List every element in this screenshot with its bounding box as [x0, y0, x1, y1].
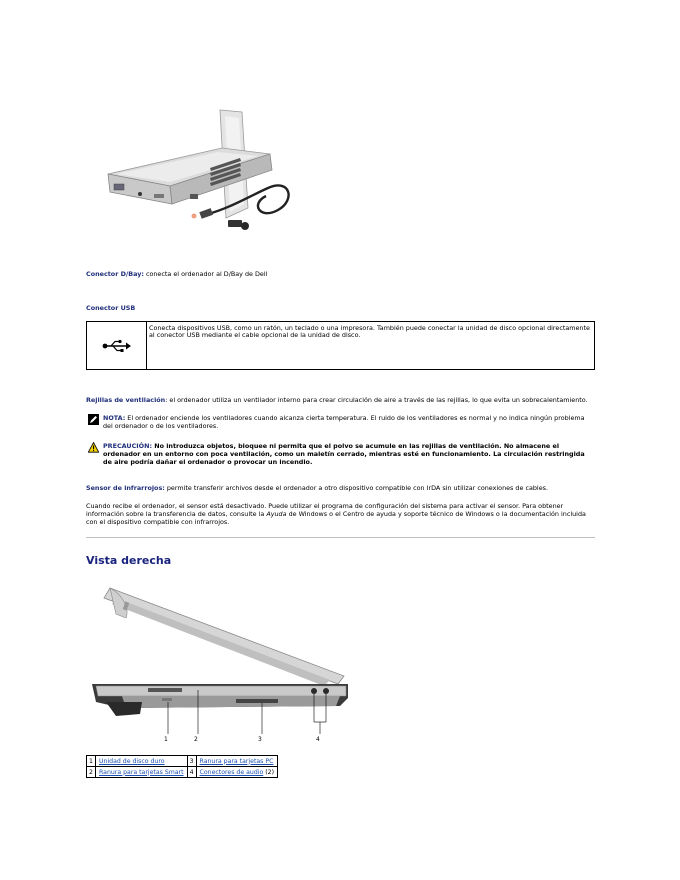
usb-icon: [102, 339, 132, 353]
note-text: [103, 414, 588, 430]
part-cell: [96, 756, 188, 767]
caution-body: No introduzca objetos, bloquee ni permita que el polvo se acumule en las rejillas de ventilación. No almacene el ordenador en un entorno con poca ventilación, como un maletín cerrado, mientras esté en funcionamiento. La circulación restringida de aire podría dañar el ordenador o provocar un incendio.: [103, 442, 585, 466]
laptop-security-cable-illustration: [100, 108, 300, 238]
part-number: 2: [87, 767, 96, 778]
callout-1: 1: [164, 736, 168, 743]
top-laptop-illustration: [100, 108, 300, 238]
vents-text: : el ordenador utiliza un ventilador interno para crear circulación de aire a través de las rejillas, lo que evita un sobrecalentamiento.: [165, 396, 588, 404]
infrared-text: permite transferir archivos desde el ordenador a otro dispositivo compatible con IrDA sin utilizar conexiones de cables.: [164, 484, 548, 492]
part-cell: [196, 767, 277, 778]
part-cell: [196, 756, 277, 767]
table-row: [87, 767, 278, 778]
usb-icon-cell: [87, 322, 147, 369]
note-label: NOTA:: [103, 414, 126, 422]
parts-table: [86, 755, 278, 778]
infrared-details-italic: Ayuda: [266, 510, 287, 518]
caution-text: [103, 442, 588, 466]
dbay-term: Conector D/Bay:: [86, 270, 144, 278]
infrared-details-a: Cuando recibe el ordenador, el sensor está desactivado. Puede utilizar el programa de configuración del sistema para activar el sensor. Para obtener información sobre la transferencia de datos, consulte la: [86, 502, 564, 518]
laptop-right-side-illustration: [86, 584, 356, 744]
part-number: 3: [187, 756, 196, 767]
part-link-hard-drive[interactable]: Unidad de disco duro: [99, 757, 165, 765]
usb-heading: Conector USB: [86, 304, 136, 312]
callout-2: 2: [194, 736, 198, 743]
callout-3: 3: [258, 736, 262, 743]
section-heading: Vista derecha: [86, 554, 172, 567]
part-number: 4: [187, 767, 196, 778]
note-box: [88, 414, 588, 430]
part-link-pc-card-slot[interactable]: Ranura para tarjetas PC: [199, 757, 274, 765]
vents-term: Rejillas de ventilación: [86, 396, 166, 404]
part-link-audio-connectors[interactable]: Conectores de audio: [199, 768, 264, 776]
warning-triangle-icon: [88, 442, 99, 453]
caution-box: [88, 442, 588, 466]
side-laptop-illustration: [86, 584, 356, 744]
note-pencil-icon: [88, 414, 99, 425]
part-suffix: (2): [263, 768, 274, 776]
part-cell: [96, 767, 188, 778]
vents-paragraph: [86, 396, 595, 404]
note-body: El ordenador enciende los ventiladores cuando alcanza cierta temperatura. El ruido de los ventiladores es normal y no indica ningún problema del ordenador o de los ventiladores.: [103, 414, 585, 430]
callout-4: 4: [316, 736, 320, 743]
infrared-details-b: de Windows o el Centro de ayuda y soporte técnico de Windows o la documentación incluida con el dispositivo compatible con infrarrojos.: [86, 510, 586, 526]
infrared-term: Sensor de infrarrojos:: [86, 484, 165, 492]
infrared-details-paragraph: [86, 502, 595, 526]
infrared-paragraph: [86, 484, 595, 492]
dbay-paragraph: [86, 270, 267, 278]
section-divider: [86, 537, 595, 538]
usb-description: Conecta dispositivos USB, como un ratón, un teclado o una impresora. También puede conectar la unidad de disco opcional directamente al conector USB mediante el cable opcional de la unidad de disco.: [149, 324, 590, 340]
part-number: 1: [87, 756, 96, 767]
dbay-text: conecta el ordenador al D/Bay de Dell: [143, 270, 268, 278]
usb-description-table: [86, 321, 595, 370]
part-link-smart-card-slot[interactable]: Ranura para tarjetas Smart: [99, 768, 184, 776]
caution-label: PRECAUCIÓN:: [103, 442, 153, 450]
table-row: [87, 756, 278, 767]
